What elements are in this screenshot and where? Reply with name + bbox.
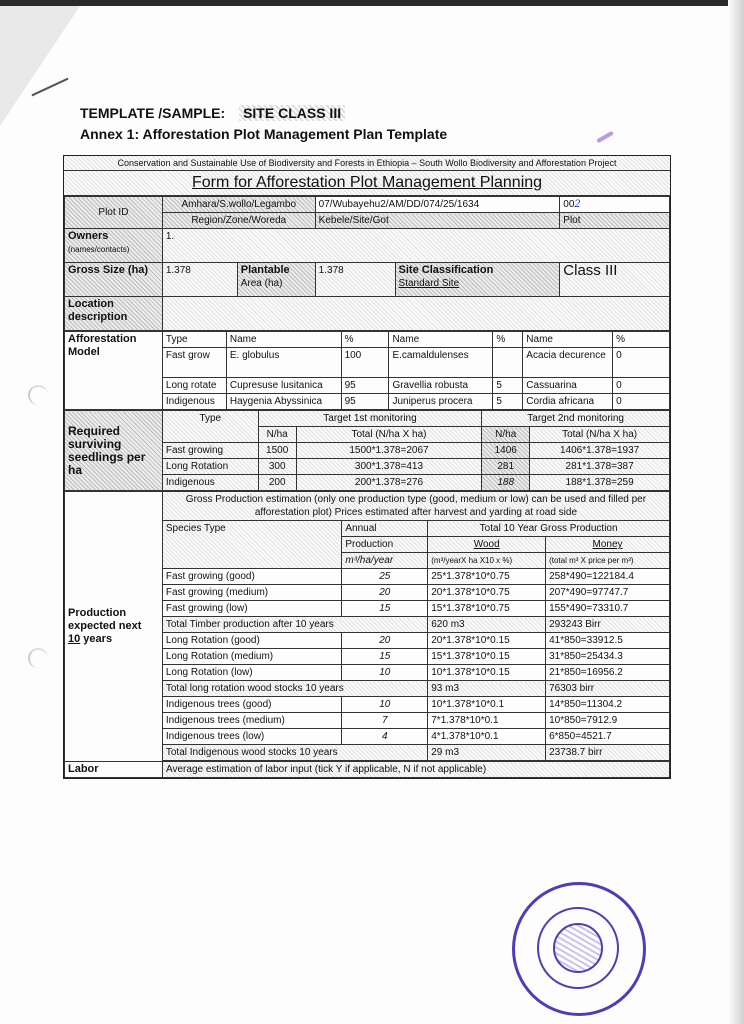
- total-money[interactable]: 76303 birr: [546, 681, 670, 697]
- production-label-cell: [65, 492, 163, 761]
- nha-header-2: N/ha: [482, 427, 530, 443]
- wood-cell[interactable]: 20*1.378*10*0.15: [428, 633, 546, 649]
- annual-cell[interactable]: 10: [342, 665, 428, 681]
- wood-cell[interactable]: 20*1.378*10*0.75: [428, 585, 546, 601]
- species-cell: Long Rotation (low): [162, 665, 342, 681]
- production-years-num: 10: [68, 632, 81, 645]
- total-label: Total long rotation wood stocks 10 years: [162, 681, 427, 697]
- col-header: %: [613, 332, 670, 348]
- money-cell[interactable]: 31*850=25434.3: [546, 649, 670, 665]
- annual-unit: m³/ha/year: [342, 553, 428, 569]
- punch-hole-top: [28, 385, 48, 405]
- seedlings-table: [64, 410, 670, 491]
- col-header: Type: [162, 332, 226, 348]
- page-fold: [0, 6, 80, 126]
- wood-cell[interactable]: 7*1.378*10*0.1: [428, 713, 546, 729]
- plantable-value[interactable]: 1.378: [315, 263, 395, 297]
- species-cell[interactable]: Cassuarina: [523, 378, 613, 394]
- n2-cell[interactable]: 188: [482, 475, 530, 491]
- col-header: Name: [226, 332, 341, 348]
- location-label: Location: [68, 298, 114, 310]
- type-cell: Fast growing: [162, 443, 258, 459]
- official-stamp: [512, 882, 646, 1016]
- production-note: Gross Production estimation (only one production type (good, medium or low) can be used and filled per afforestation plot) Prices estimated after harvest and yarding at road side: [162, 492, 669, 521]
- species-cell[interactable]: E.camaldulenses: [389, 348, 493, 378]
- plantable-sublabel: Area (ha): [240, 278, 283, 289]
- location-label-cell: [65, 297, 163, 331]
- gross-size-value[interactable]: 1.378: [162, 263, 237, 297]
- page-edge-shadow: [728, 0, 744, 1024]
- n1-cell[interactable]: 200: [258, 475, 296, 491]
- n1-cell[interactable]: 1500: [258, 443, 296, 459]
- col-header: %: [341, 332, 389, 348]
- t2-cell[interactable]: 188*1.378=259: [530, 475, 670, 491]
- template-label: TEMPLATE /SAMPLE:: [80, 105, 226, 121]
- percent-cell[interactable]: 5: [493, 394, 523, 410]
- money-header: Money: [546, 537, 670, 553]
- plot-value-printed: 00: [563, 199, 575, 210]
- afforestation-model-label-2: Model: [68, 346, 100, 358]
- form-title: Form for Afforestation Plot Management Planning: [64, 171, 670, 196]
- n2-cell[interactable]: 281: [482, 459, 530, 475]
- species-cell: Long Rotation (good): [162, 633, 342, 649]
- money-cell[interactable]: 258*490=122184.4: [546, 569, 670, 585]
- afforestation-model-label: Afforestation: [68, 333, 137, 345]
- nha-header-1: N/ha: [258, 427, 296, 443]
- species-cell[interactable]: E. globulus: [226, 348, 341, 378]
- total-header-1: Total (N/ha X ha): [296, 427, 482, 443]
- t1-cell[interactable]: 300*1.378=413: [296, 459, 482, 475]
- species-cell: Fast growing (medium): [162, 585, 342, 601]
- species-cell: Indigenous trees (good): [162, 697, 342, 713]
- percent-cell[interactable]: 100: [341, 348, 389, 378]
- management-plan-form: [63, 155, 671, 779]
- wood-cell[interactable]: 15*1.378*10*0.75: [428, 601, 546, 617]
- plot-caption: Plot: [560, 213, 670, 229]
- total-wood[interactable]: 29 m3: [428, 745, 546, 761]
- site-class-label-cell: [395, 263, 560, 297]
- percent-cell[interactable]: [493, 348, 523, 378]
- annual-cell[interactable]: 15: [342, 649, 428, 665]
- wood-unit: (m³/yearX ha X10 x %): [428, 553, 546, 569]
- target1-header: Target 1st monitoring: [258, 411, 482, 427]
- project-title: Conservation and Sustainable Use of Biodiversity and Forests in Ethiopia – South Wollo Biodiversity and Afforestation Project: [64, 156, 670, 171]
- money-cell[interactable]: 14*850=11304.2: [546, 697, 670, 713]
- annual-cell[interactable]: 7: [342, 713, 428, 729]
- site-class-badge: SITE CLASS III: [239, 105, 345, 121]
- owners-sublabel: (names/contacts): [68, 245, 130, 254]
- site-class-sublabel: Standard Site: [398, 278, 460, 289]
- stamp-emblem: [553, 923, 603, 973]
- money-cell[interactable]: 21*850=16956.2: [546, 665, 670, 681]
- wood-header: Wood: [428, 537, 546, 553]
- template-heading: [80, 105, 345, 121]
- site-class-label: Site Classification: [398, 264, 494, 276]
- species-cell: Long Rotation (medium): [162, 649, 342, 665]
- percent-cell[interactable]: 95: [341, 378, 389, 394]
- site-class-value[interactable]: Class III: [560, 263, 670, 297]
- species-header: Species Type: [162, 521, 342, 569]
- annual-cell[interactable]: 4: [342, 729, 428, 745]
- t2-cell[interactable]: 1406*1.378=1937: [530, 443, 670, 459]
- total-label: Total Timber production after 10 years: [162, 617, 427, 633]
- annual-header-2: Production: [342, 537, 428, 553]
- annual-cell[interactable]: 15: [342, 601, 428, 617]
- plantable-label: Plantable: [240, 264, 290, 276]
- money-cell[interactable]: 41*850=33912.5: [546, 633, 670, 649]
- labor-table: [64, 761, 670, 778]
- money-cell[interactable]: 155*490=73310.7: [546, 601, 670, 617]
- punch-hole-bottom: [28, 648, 48, 668]
- species-cell[interactable]: Haygenia Abyssinica: [226, 394, 341, 410]
- wood-cell[interactable]: 25*1.378*10*0.75: [428, 569, 546, 585]
- afforestation-model-label-cell: [65, 332, 163, 410]
- kebele-caption: Kebele/Site/Got: [315, 213, 560, 229]
- labor-label: Labor: [65, 762, 163, 778]
- n1-cell[interactable]: 300: [258, 459, 296, 475]
- plot-id-label: Plot ID: [65, 197, 163, 229]
- type-cell: Fast grow: [162, 348, 226, 378]
- wood-cell[interactable]: 15*1.378*10*0.15: [428, 649, 546, 665]
- species-cell[interactable]: Cupresuse lusitanica: [226, 378, 341, 394]
- species-cell[interactable]: Juniperus procera: [389, 394, 493, 410]
- target2-header: Target 2nd monitoring: [482, 411, 670, 427]
- species-cell: Indigenous trees (medium): [162, 713, 342, 729]
- owners-label-cell: [65, 229, 163, 263]
- region-value[interactable]: Amhara/S.wollo/Legambo: [162, 197, 315, 213]
- wood-cell[interactable]: 10*1.378*10*0.15: [428, 665, 546, 681]
- total-wood[interactable]: 93 m3: [428, 681, 546, 697]
- wood-cell[interactable]: 10*1.378*10*0.1: [428, 697, 546, 713]
- location-value[interactable]: [162, 297, 669, 331]
- percent-cell[interactable]: 0: [613, 394, 670, 410]
- species-cell[interactable]: Acacia decurence: [523, 348, 613, 378]
- total-production-header: Total 10 Year Gross Production: [428, 521, 670, 537]
- money-cell[interactable]: 6*850=4521.7: [546, 729, 670, 745]
- production-table: [64, 491, 670, 761]
- type-cell: Indigenous: [162, 475, 258, 491]
- stamp-inner-ring: [537, 907, 619, 989]
- kebele-value[interactable]: 07/Wubayehu2/AM/DD/074/25/1634: [315, 197, 560, 213]
- total-label: Total Indigenous wood stocks 10 years: [162, 745, 427, 761]
- t1-cell[interactable]: 1500*1.378=2067: [296, 443, 482, 459]
- plot-value[interactable]: [560, 197, 670, 213]
- plot-info-table: [64, 196, 670, 331]
- wood-cell[interactable]: 4*1.378*10*0.1: [428, 729, 546, 745]
- annual-header: Annual: [342, 521, 428, 537]
- seedlings-label: Required surviving seedlings per ha: [65, 411, 163, 491]
- total-header-2: Total (N/ha X ha): [530, 427, 670, 443]
- region-caption: Region/Zone/Woreda: [162, 213, 315, 229]
- percent-cell[interactable]: 95: [341, 394, 389, 410]
- total-wood[interactable]: 620 m3: [428, 617, 546, 633]
- species-cell: Indigenous trees (low): [162, 729, 342, 745]
- money-cell[interactable]: 10*850=7912.9: [546, 713, 670, 729]
- money-cell[interactable]: 207*490=97747.7: [546, 585, 670, 601]
- seedlings-type-header: Type: [162, 411, 258, 443]
- total-money[interactable]: 293243 Birr: [546, 617, 670, 633]
- col-header: Name: [389, 332, 493, 348]
- owners-value[interactable]: 1.: [162, 229, 669, 263]
- t2-cell[interactable]: 281*1.378=387: [530, 459, 670, 475]
- total-money[interactable]: 23738.7 birr: [546, 745, 670, 761]
- annual-cell[interactable]: 25: [342, 569, 428, 585]
- plot-value-handwritten: 2: [574, 199, 581, 210]
- species-cell[interactable]: Cordia africana: [523, 394, 613, 410]
- species-cell[interactable]: Gravellia robusta: [389, 378, 493, 394]
- annual-cell[interactable]: 10: [342, 697, 428, 713]
- gross-size-label: Gross Size (ha): [65, 263, 163, 297]
- species-cell: Fast growing (good): [162, 569, 342, 585]
- col-header: Name: [523, 332, 613, 348]
- owners-label: Owners: [68, 230, 109, 242]
- percent-cell[interactable]: 0: [613, 348, 670, 378]
- annual-cell[interactable]: 20: [342, 633, 428, 649]
- col-header: %: [493, 332, 523, 348]
- afforestation-model-table: [64, 331, 670, 410]
- production-label: Production expected next: [68, 606, 142, 632]
- percent-cell[interactable]: 0: [613, 378, 670, 394]
- annex-title: Annex 1: Afforestation Plot Management Plan Template: [80, 126, 448, 142]
- location-label-2: description: [68, 311, 128, 323]
- type-cell: Long rotate: [162, 378, 226, 394]
- n2-cell[interactable]: 1406: [482, 443, 530, 459]
- type-cell: Long Rotation: [162, 459, 258, 475]
- production-years-label: years: [80, 632, 113, 645]
- percent-cell[interactable]: 5: [493, 378, 523, 394]
- species-cell: Fast growing (low): [162, 601, 342, 617]
- t1-cell[interactable]: 200*1.378=276: [296, 475, 482, 491]
- plantable-label-cell: [237, 263, 315, 297]
- type-cell: Indigenous: [162, 394, 226, 410]
- money-unit: (total m³ X price per m³): [546, 553, 670, 569]
- annual-cell[interactable]: 20: [342, 585, 428, 601]
- labor-text: Average estimation of labor input (tick Y if applicable, N if not applicable): [163, 762, 670, 778]
